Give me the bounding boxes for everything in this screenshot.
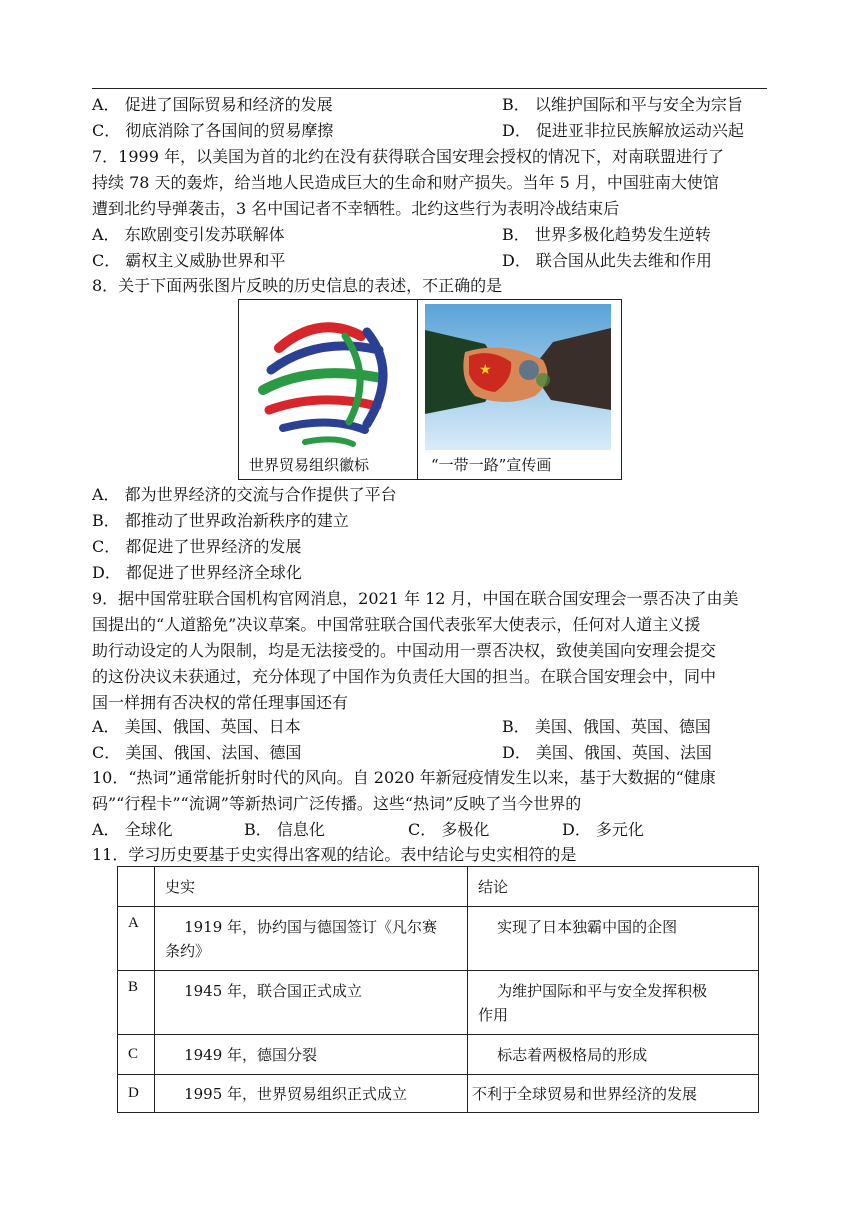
row-label: D bbox=[118, 1075, 155, 1113]
q6-option-b: B． 以维护国际和平与安全为宗旨 bbox=[502, 95, 743, 114]
q7-option-d: D． 联合国从此失去维和作用 bbox=[502, 251, 712, 270]
q10-option-d: D． 多元化 bbox=[562, 820, 644, 839]
row-conclusion bbox=[468, 1035, 759, 1075]
fact-line: 1995 年，世界贸易组织正式成立 bbox=[165, 1084, 408, 1103]
q11-table bbox=[117, 866, 759, 1113]
row-fact bbox=[155, 971, 468, 1035]
table-row bbox=[118, 971, 759, 1035]
q9-option-row-2 bbox=[92, 740, 712, 766]
row-label: A bbox=[118, 907, 155, 971]
table-header-fact: 史实 bbox=[155, 867, 468, 907]
q8-option-a: A． 都为世界经济的交流与合作提供了平台 bbox=[92, 485, 397, 504]
row-conclusion bbox=[468, 1075, 759, 1113]
q9-stem-line-5: 国一样拥有否决权的常任理事国还有 bbox=[92, 693, 349, 712]
q10-stem-line-2: 码”“行程卡”“流调”等新热词广泛传播。这些“热词”反映了当今世界的 bbox=[92, 794, 582, 813]
q6-option-a: A． 促进了国际贸易和经济的发展 bbox=[92, 95, 333, 114]
table-header-row bbox=[118, 867, 759, 907]
q6-option-row-2 bbox=[92, 118, 744, 144]
table-row bbox=[118, 907, 759, 971]
conclusion-line: 作用 bbox=[478, 1006, 509, 1024]
fact-line: 1949 年，德国分裂 bbox=[165, 1045, 318, 1064]
fact-line: 1945 年，联合国正式成立 bbox=[165, 982, 363, 1000]
q7-option-a: A． 东欧剧变引发苏联解体 bbox=[92, 225, 285, 244]
q9-stem-line-4: 的这份决议未获通过，充分体现了中国作为负责任大国的担当。在联合国安理会中，同中 bbox=[92, 667, 717, 686]
q6-option-d: D． 促进亚非拉民族解放运动兴起 bbox=[502, 121, 744, 140]
caption-wto-logo: 世界贸易组织徽标 bbox=[249, 456, 370, 474]
conclusion-line: 实现了日本独霸中国的企图 bbox=[478, 918, 678, 936]
q9-option-d: D． 美国、俄国、英国、法国 bbox=[502, 743, 712, 762]
q7-stem-line-1: 7．1999 年，以美国为首的北约在没有获得联合国安理会授权的情况下，对南联盟进行了 bbox=[92, 147, 724, 166]
row-fact bbox=[155, 907, 468, 971]
row-fact bbox=[155, 1075, 468, 1113]
q9-option-a: A． 美国、俄国、英国、日本 bbox=[92, 717, 301, 736]
figure-divider bbox=[417, 300, 418, 479]
table-row bbox=[118, 1035, 759, 1075]
q7-option-b: B． 世界多极化趋势发生逆转 bbox=[502, 225, 711, 244]
q10-option-b: B． 信息化 bbox=[244, 820, 325, 839]
q9-option-row-1 bbox=[92, 714, 711, 740]
row-conclusion bbox=[468, 907, 759, 971]
row-label: C bbox=[118, 1035, 155, 1075]
q7-stem-line-2: 持续 78 天的轰炸，给当地人民造成巨大的生命和财产损失。当年 5 月，中国驻南大使馆 bbox=[92, 173, 719, 192]
row-conclusion bbox=[468, 971, 759, 1035]
table-row bbox=[118, 1075, 759, 1113]
q8-option-d: D． 都促进了世界经济全球化 bbox=[92, 563, 302, 582]
q9-option-c: C． 美国、俄国、法国、德国 bbox=[92, 743, 302, 762]
q9-stem-line-2: 国提出的“人道豁免”决议草案。中国常驻联合国代表张军大使表示，任何对人道主义援 bbox=[92, 615, 701, 634]
belt-road-poster-image bbox=[425, 304, 611, 450]
q11-stem: 11．学习历史要基于史实得出客观的结论。表中结论与史实相符的是 bbox=[92, 845, 577, 864]
q9-option-b: B． 美国、俄国、英国、德国 bbox=[502, 717, 711, 736]
q6-option-row-1 bbox=[92, 92, 743, 118]
q8-stem: 8．关于下面两张图片反映的历史信息的表述，不正确的是 bbox=[92, 276, 503, 295]
q10-option-a: A． 全球化 bbox=[92, 820, 173, 839]
q9-stem-line-1: 9．据中国常驻联合国机构官网消息，2021 年 12 月，中国在联合国安理会一票否决了由美 bbox=[92, 589, 739, 608]
svg-text:★: ★ bbox=[479, 362, 492, 378]
q10-stem-line-1: 10．“热词”通常能折射时代的风向。自 2020 年新冠疫情发生以来，基于大数据的“健康 bbox=[92, 768, 716, 787]
q7-option-row-1 bbox=[92, 222, 711, 248]
q7-stem-line-3: 遭到北约导弹袭击，3 名中国记者不幸牺牲。北约这些行为表明冷战结束后 bbox=[92, 199, 620, 218]
q7-option-c: C． 霸权主义威胁世界和平 bbox=[92, 251, 286, 270]
q7-option-row-2 bbox=[92, 248, 712, 274]
q10-option-c: C． 多极化 bbox=[408, 820, 490, 839]
conclusion-line: 不利于全球贸易和世界经济的发展 bbox=[472, 1084, 698, 1103]
q8-figure-box bbox=[238, 299, 622, 480]
fact-line: 1919 年，协约国与德国签订《凡尔赛 bbox=[165, 918, 438, 936]
row-label: B bbox=[118, 971, 155, 1035]
q9-stem-line-3: 助行动设定的人为限制，均是无法接受的。中国动用一票否决权，致使美国向安理会提交 bbox=[92, 641, 717, 660]
table-header-cell bbox=[118, 867, 155, 907]
q8-option-c: C． 都促进了世界经济的发展 bbox=[92, 537, 302, 556]
q6-option-c: C． 彻底消除了各国间的贸易摩擦 bbox=[92, 121, 334, 140]
wto-logo-image bbox=[249, 306, 407, 448]
caption-belt-road: “一带一路”宣传画 bbox=[431, 456, 552, 474]
conclusion-line: 为维护国际和平与安全发挥积极 bbox=[478, 982, 708, 1000]
conclusion-line: 标志着两极格局的形成 bbox=[478, 1045, 648, 1064]
table-header-conclusion: 结论 bbox=[468, 867, 759, 907]
q8-option-b: B． 都推动了世界政治新秩序的建立 bbox=[92, 511, 349, 530]
header-rule bbox=[92, 88, 767, 89]
row-fact bbox=[155, 1035, 468, 1075]
fact-line: 条约》 bbox=[165, 942, 211, 960]
